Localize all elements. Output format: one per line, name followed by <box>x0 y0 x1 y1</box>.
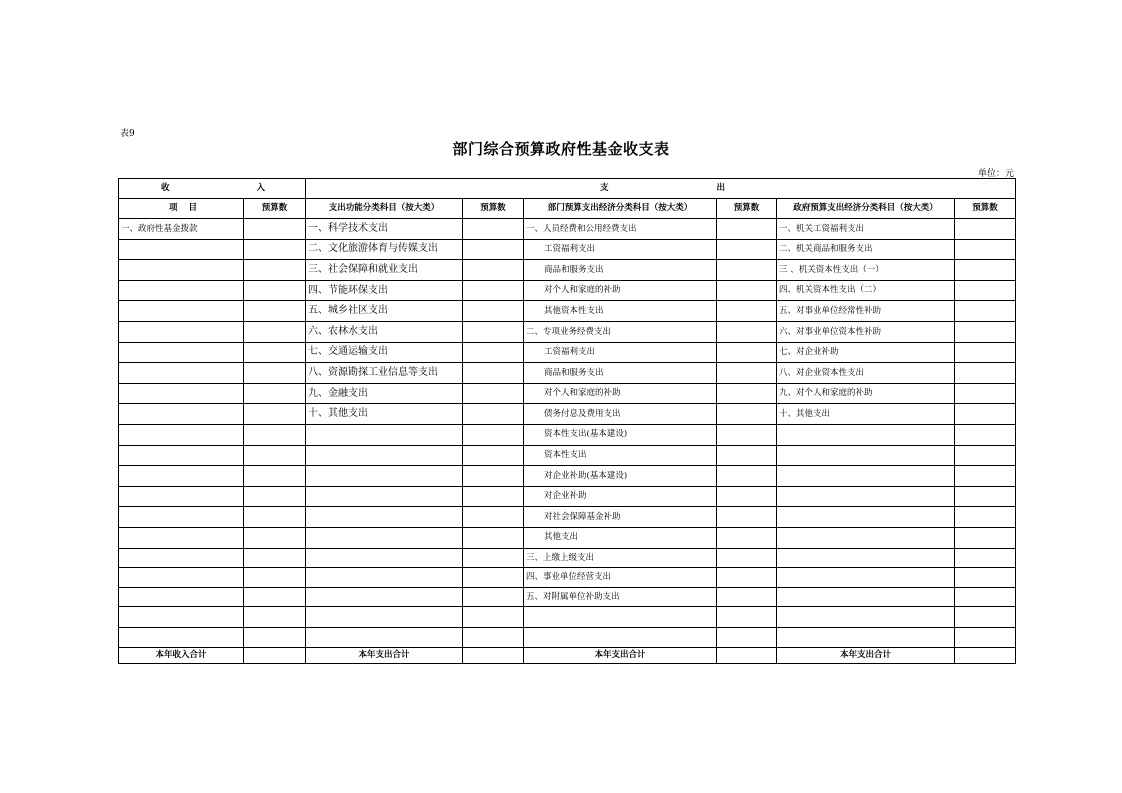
func-total-value <box>463 648 524 664</box>
column-header-row <box>119 199 1016 219</box>
income-item-cell <box>119 486 244 507</box>
dept-econ-class-cell: 五、对附属单位补助支出 <box>524 587 717 607</box>
income-budget-cell <box>244 587 306 607</box>
dept-budget-cell <box>717 219 777 240</box>
income-item-cell <box>119 627 244 648</box>
table-row <box>119 219 1016 240</box>
func-budget-cell <box>463 627 524 648</box>
dept-econ-class-cell: 其他资本性支出 <box>524 301 717 322</box>
item-column-header <box>119 199 244 219</box>
func-budget-cell <box>463 527 524 548</box>
gov-budget-cell <box>955 239 1016 260</box>
income-header <box>119 179 306 199</box>
income-item-cell <box>119 260 244 281</box>
func-class-cell <box>306 445 463 466</box>
gov-econ-class-cell <box>777 568 955 588</box>
func-class-cell <box>306 568 463 588</box>
income-budget-cell <box>244 627 306 648</box>
income-total-value <box>244 648 306 664</box>
dept-budget-cell <box>717 607 777 628</box>
table-row <box>119 627 1016 648</box>
income-budget-cell <box>244 445 306 466</box>
table-row <box>119 301 1016 322</box>
dept-econ-class-header: 部门预算支出经济分类科目（按大类） <box>524 199 717 219</box>
table-row <box>119 342 1016 363</box>
func-class-cell <box>306 587 463 607</box>
dept-budget-cell <box>717 424 777 445</box>
expense-header-left: 支 <box>600 183 609 194</box>
table-row <box>119 260 1016 281</box>
gov-econ-class-cell: 十、其他支出 <box>777 404 955 425</box>
table-number: 表9 <box>120 129 135 139</box>
income-item-cell: 一、政府性基金拨款 <box>119 219 244 240</box>
gov-budget-cell <box>955 627 1016 648</box>
dept-econ-class-cell: 商品和服务支出 <box>524 260 717 281</box>
gov-budget-cell <box>955 568 1016 588</box>
table-row <box>119 486 1016 507</box>
dept-budget-header: 预算数 <box>717 199 777 219</box>
page-title: 部门综合预算政府性基金收支表 <box>452 140 670 158</box>
func-budget-cell <box>463 239 524 260</box>
income-item-cell <box>119 445 244 466</box>
gov-econ-class-cell: 六、对事业单位资本性补助 <box>777 321 955 342</box>
table-row <box>119 383 1016 404</box>
gov-budget-cell <box>955 445 1016 466</box>
dept-budget-cell <box>717 280 777 301</box>
table-row <box>119 587 1016 607</box>
income-budget-cell <box>244 280 306 301</box>
gov-budget-cell <box>955 527 1016 548</box>
func-budget-cell <box>463 568 524 588</box>
dept-budget-cell <box>717 466 777 487</box>
expense-header-right: 出 <box>716 183 726 194</box>
dept-budget-cell <box>717 445 777 466</box>
func-class-cell: 五、城乡社区支出 <box>306 301 463 322</box>
gov-budget-cell <box>955 260 1016 281</box>
top-header-row <box>119 179 1016 199</box>
table-row <box>119 239 1016 260</box>
gov-budget-cell <box>955 587 1016 607</box>
dept-econ-class-cell: 四、事业单位经营支出 <box>524 568 717 588</box>
table-row <box>119 404 1016 425</box>
table-row <box>119 466 1016 487</box>
func-budget-cell <box>463 445 524 466</box>
item-header-right: 目 <box>188 203 197 214</box>
func-budget-cell <box>463 280 524 301</box>
gov-budget-cell <box>955 219 1016 240</box>
func-budget-cell <box>463 424 524 445</box>
income-item-cell <box>119 363 244 384</box>
dept-total-label: 本年支出合计 <box>524 648 717 664</box>
expense-header <box>306 179 1016 199</box>
func-class-cell <box>306 607 463 628</box>
gov-budget-cell <box>955 507 1016 528</box>
table-row <box>119 607 1016 628</box>
gov-econ-class-cell <box>777 548 955 568</box>
gov-budget-cell <box>955 486 1016 507</box>
gov-econ-class-cell <box>777 527 955 548</box>
dept-econ-class-cell: 其他支出 <box>524 527 717 548</box>
gov-total-value <box>955 648 1016 664</box>
income-item-cell <box>119 342 244 363</box>
gov-econ-class-cell: 七、对企业补助 <box>777 342 955 363</box>
gov-econ-class-header: 政府预算支出经济分类科目（按大类） <box>777 199 955 219</box>
func-budget-cell <box>463 219 524 240</box>
gov-econ-class-cell: 九、对个人和家庭的补助 <box>777 383 955 404</box>
table-row <box>119 363 1016 384</box>
income-item-cell <box>119 527 244 548</box>
dept-budget-cell <box>717 363 777 384</box>
gov-budget-cell <box>955 404 1016 425</box>
func-class-cell: 七、交通运输支出 <box>306 342 463 363</box>
gov-budget-header: 预算数 <box>955 199 1016 219</box>
gov-budget-cell <box>955 342 1016 363</box>
income-budget-cell <box>244 466 306 487</box>
income-budget-cell <box>244 568 306 588</box>
income-header-left: 收 <box>161 183 170 194</box>
dept-econ-class-cell: 债务付息及费用支出 <box>524 404 717 425</box>
dept-econ-class-cell: 资本性支出 <box>524 445 717 466</box>
income-item-cell <box>119 404 244 425</box>
dept-budget-cell <box>717 627 777 648</box>
dept-budget-cell <box>717 527 777 548</box>
func-class-cell <box>306 627 463 648</box>
table-row <box>119 445 1016 466</box>
income-budget-cell <box>244 548 306 568</box>
income-item-cell <box>119 607 244 628</box>
dept-econ-class-cell <box>524 627 717 648</box>
func-budget-cell <box>463 383 524 404</box>
income-budget-cell <box>244 383 306 404</box>
func-class-cell <box>306 486 463 507</box>
item-header-left: 项 <box>169 203 178 214</box>
dept-budget-cell <box>717 260 777 281</box>
func-class-cell <box>306 548 463 568</box>
dept-econ-class-cell: 对个人和家庭的补助 <box>524 383 717 404</box>
income-budget-cell <box>244 424 306 445</box>
dept-budget-cell <box>717 321 777 342</box>
func-class-cell: 十、其他支出 <box>306 404 463 425</box>
income-budget-cell <box>244 301 306 322</box>
func-class-header: 支出功能分类科目（按大类） <box>306 199 463 219</box>
dept-budget-cell <box>717 568 777 588</box>
gov-budget-cell <box>955 466 1016 487</box>
income-budget-header: 预算数 <box>244 199 306 219</box>
gov-budget-cell <box>955 363 1016 384</box>
gov-budget-cell <box>955 383 1016 404</box>
gov-econ-class-cell <box>777 486 955 507</box>
func-budget-cell <box>463 301 524 322</box>
func-class-cell: 三、社会保障和就业支出 <box>306 260 463 281</box>
func-budget-header: 预算数 <box>463 199 524 219</box>
func-budget-cell <box>463 404 524 425</box>
func-class-cell: 四、节能环保支出 <box>306 280 463 301</box>
gov-budget-cell <box>955 280 1016 301</box>
gov-econ-class-cell <box>777 466 955 487</box>
dept-budget-cell <box>717 404 777 425</box>
gov-econ-class-cell <box>777 445 955 466</box>
func-class-cell: 一、科学技术支出 <box>306 219 463 240</box>
func-budget-cell <box>463 507 524 528</box>
dept-econ-class-cell: 一、人员经费和公用经费支出 <box>524 219 717 240</box>
gov-econ-class-cell: 三 、机关资本性支出（一） <box>777 260 955 281</box>
table-row <box>119 321 1016 342</box>
income-budget-cell <box>244 607 306 628</box>
dept-budget-cell <box>717 486 777 507</box>
income-budget-cell <box>244 342 306 363</box>
gov-econ-class-cell: 二、机关商品和服务支出 <box>777 239 955 260</box>
budget-table <box>118 178 1016 664</box>
gov-econ-class-cell <box>777 587 955 607</box>
dept-econ-class-cell: 工资福利支出 <box>524 342 717 363</box>
gov-econ-class-cell <box>777 607 955 628</box>
gov-budget-cell <box>955 321 1016 342</box>
gov-budget-cell <box>955 548 1016 568</box>
dept-budget-cell <box>717 301 777 322</box>
income-budget-cell <box>244 239 306 260</box>
dept-econ-class-cell: 对企业补助 <box>524 486 717 507</box>
table-row <box>119 280 1016 301</box>
total-row <box>119 648 1016 664</box>
income-item-cell <box>119 548 244 568</box>
func-budget-cell <box>463 466 524 487</box>
dept-econ-class-cell <box>524 607 717 628</box>
income-item-cell <box>119 424 244 445</box>
gov-econ-class-cell: 四、机关资本性支出（二） <box>777 280 955 301</box>
income-budget-cell <box>244 404 306 425</box>
income-item-cell <box>119 280 244 301</box>
dept-econ-class-cell: 工资福利支出 <box>524 239 717 260</box>
table-row <box>119 548 1016 568</box>
func-budget-cell <box>463 342 524 363</box>
table-row <box>119 527 1016 548</box>
func-class-cell <box>306 424 463 445</box>
func-budget-cell <box>463 321 524 342</box>
income-item-cell <box>119 321 244 342</box>
dept-budget-cell <box>717 587 777 607</box>
func-class-cell: 八、资源勘探工业信息等支出 <box>306 363 463 384</box>
income-header-right: 入 <box>256 183 265 194</box>
dept-econ-class-cell: 对企业补助(基本建设) <box>524 466 717 487</box>
income-item-cell <box>119 301 244 322</box>
func-class-cell <box>306 466 463 487</box>
gov-budget-cell <box>955 607 1016 628</box>
func-total-label: 本年支出合计 <box>306 648 463 664</box>
unit-label: 单位：元 <box>977 169 1014 179</box>
income-item-cell <box>119 383 244 404</box>
gov-econ-class-cell <box>777 424 955 445</box>
func-class-cell <box>306 527 463 548</box>
func-class-cell: 二、文化旅游体育与传媒支出 <box>306 239 463 260</box>
income-budget-cell <box>244 507 306 528</box>
table-row <box>119 424 1016 445</box>
gov-econ-class-cell <box>777 507 955 528</box>
income-budget-cell <box>244 321 306 342</box>
dept-budget-cell <box>717 507 777 528</box>
func-budget-cell <box>463 260 524 281</box>
gov-budget-cell <box>955 301 1016 322</box>
income-budget-cell <box>244 363 306 384</box>
income-item-cell <box>119 587 244 607</box>
dept-econ-class-cell: 二、专项业务经费支出 <box>524 321 717 342</box>
func-budget-cell <box>463 587 524 607</box>
dept-budget-cell <box>717 548 777 568</box>
func-class-cell <box>306 507 463 528</box>
dept-total-value <box>717 648 777 664</box>
table-row <box>119 507 1016 528</box>
dept-econ-class-cell: 对个人和家庭的补助 <box>524 280 717 301</box>
dept-econ-class-cell: 资本性支出(基本建设) <box>524 424 717 445</box>
gov-total-label: 本年支出合计 <box>777 648 955 664</box>
income-total-label: 本年收入合计 <box>119 648 244 664</box>
gov-econ-class-cell: 一、机关工资福利支出 <box>777 219 955 240</box>
dept-budget-cell <box>717 383 777 404</box>
func-budget-cell <box>463 607 524 628</box>
income-item-cell <box>119 568 244 588</box>
gov-econ-class-cell: 八、对企业资本性支出 <box>777 363 955 384</box>
income-budget-cell <box>244 527 306 548</box>
gov-econ-class-cell <box>777 627 955 648</box>
table-row <box>119 568 1016 588</box>
income-item-cell <box>119 507 244 528</box>
gov-budget-cell <box>955 424 1016 445</box>
dept-budget-cell <box>717 342 777 363</box>
income-budget-cell <box>244 219 306 240</box>
income-budget-cell <box>244 260 306 281</box>
income-budget-cell <box>244 486 306 507</box>
func-budget-cell <box>463 363 524 384</box>
income-item-cell <box>119 239 244 260</box>
dept-econ-class-cell: 商品和服务支出 <box>524 363 717 384</box>
dept-econ-class-cell: 三、上缴上级支出 <box>524 548 717 568</box>
dept-budget-cell <box>717 239 777 260</box>
gov-econ-class-cell: 五、对事业单位经常性补助 <box>777 301 955 322</box>
func-budget-cell <box>463 548 524 568</box>
func-budget-cell <box>463 486 524 507</box>
func-class-cell: 九、金融支出 <box>306 383 463 404</box>
income-item-cell <box>119 466 244 487</box>
func-class-cell: 六、农林水支出 <box>306 321 463 342</box>
dept-econ-class-cell: 对社会保障基金补助 <box>524 507 717 528</box>
